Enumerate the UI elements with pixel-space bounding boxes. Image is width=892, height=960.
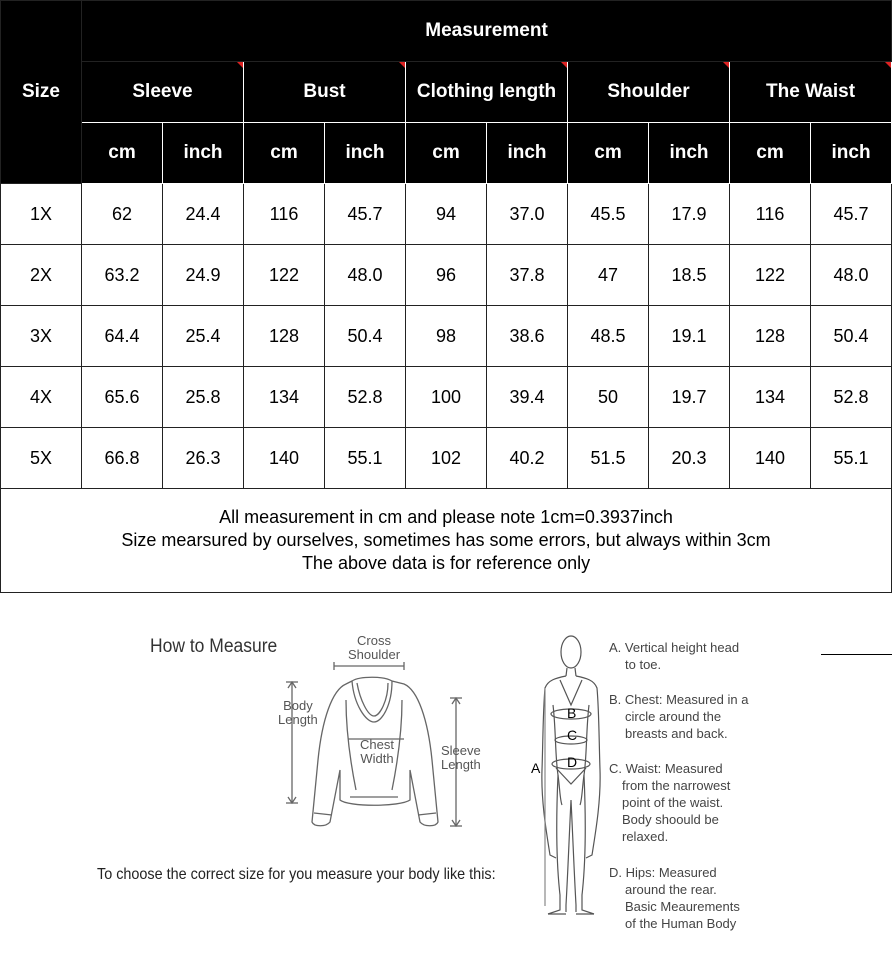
value-cell: 17.9 — [649, 184, 730, 245]
unit-header-cm: cm — [568, 123, 649, 184]
legend-item-b: B. Chest: Measured in a circle around the breasts and back. — [609, 692, 749, 741]
value-cell: 19.7 — [649, 367, 730, 428]
sleeve-length-label: Sleeve Length — [441, 743, 481, 772]
value-cell: 40.2 — [487, 428, 568, 489]
unit-header-inch: inch — [649, 123, 730, 184]
value-cell: 65.6 — [82, 367, 163, 428]
body-letter-b: B — [567, 705, 577, 721]
size-cell: 5X — [1, 428, 82, 489]
unit-header-cm: cm — [406, 123, 487, 184]
value-cell: 50 — [568, 367, 649, 428]
legend-item-d: D. Hips: Measured around the rear. Basic Meaurements of the Human Body — [609, 865, 740, 931]
unit-header-inch: inch — [811, 123, 892, 184]
unit-header-cm: cm — [82, 123, 163, 184]
value-cell: 19.1 — [649, 306, 730, 367]
unit-header-inch: inch — [163, 123, 244, 184]
value-cell: 48.0 — [811, 245, 892, 306]
how-to-measure-title: How to Measure — [150, 636, 278, 657]
measurement-header: Measurement — [82, 1, 892, 62]
value-cell: 102 — [406, 428, 487, 489]
cross-shoulder-label: Cross Shoulder — [348, 633, 401, 662]
value-cell: 134 — [730, 367, 811, 428]
chest-width-label: Chest Width — [360, 737, 394, 766]
unit-header-cm: cm — [730, 123, 811, 184]
divider-line — [821, 654, 892, 655]
value-cell: 37.0 — [487, 184, 568, 245]
group-header-clothing-length: Clothing length — [406, 62, 568, 123]
value-cell: 55.1 — [325, 428, 406, 489]
note-line: The above data is for reference only — [301, 553, 591, 573]
value-cell: 48.5 — [568, 306, 649, 367]
body-letter-a: A — [531, 760, 541, 776]
legend-item-a: A. Vertical height head to toe. — [609, 640, 740, 672]
value-cell: 52.8 — [811, 367, 892, 428]
value-cell: 25.4 — [163, 306, 244, 367]
unit-header-cm: cm — [244, 123, 325, 184]
value-cell: 63.2 — [82, 245, 163, 306]
value-cell: 45.7 — [325, 184, 406, 245]
body-letter-c: C — [567, 727, 578, 743]
value-cell: 140 — [730, 428, 811, 489]
value-cell: 140 — [244, 428, 325, 489]
value-cell: 51.5 — [568, 428, 649, 489]
unit-header-inch: inch — [487, 123, 568, 184]
value-cell: 64.4 — [82, 306, 163, 367]
value-cell: 116 — [244, 184, 325, 245]
value-cell: 24.9 — [163, 245, 244, 306]
value-cell: 37.8 — [487, 245, 568, 306]
choose-size-instruction: To choose the correct size for you measure your body like this: — [97, 866, 496, 883]
size-cell: 1X — [1, 184, 82, 245]
value-cell: 26.3 — [163, 428, 244, 489]
value-cell: 50.4 — [325, 306, 406, 367]
value-cell: 66.8 — [82, 428, 163, 489]
note-line: All measurement in cm and please note 1cm=0.3937inch — [219, 507, 673, 527]
legend-item-c: C. Waist: Measured from the narrowest point of the waist. Body shoould be relaxed. — [609, 761, 731, 844]
note-line: Size mearsured by ourselves, sometimes has some errors, but always within 3cm — [121, 530, 771, 550]
size-header: Size — [1, 1, 82, 184]
value-cell: 122 — [730, 245, 811, 306]
size-cell: 2X — [1, 245, 82, 306]
group-header-sleeve: Sleeve — [82, 62, 244, 123]
value-cell: 47 — [568, 245, 649, 306]
value-cell: 98 — [406, 306, 487, 367]
value-cell: 134 — [244, 367, 325, 428]
value-cell: 96 — [406, 245, 487, 306]
value-cell: 50.4 — [811, 306, 892, 367]
value-cell: 18.5 — [649, 245, 730, 306]
value-cell: 94 — [406, 184, 487, 245]
value-cell: 128 — [730, 306, 811, 367]
value-cell: 38.6 — [487, 306, 568, 367]
size-cell: 4X — [1, 367, 82, 428]
value-cell: 62 — [82, 184, 163, 245]
size-cell: 3X — [1, 306, 82, 367]
value-cell: 20.3 — [649, 428, 730, 489]
value-cell: 45.5 — [568, 184, 649, 245]
value-cell: 24.4 — [163, 184, 244, 245]
value-cell: 116 — [730, 184, 811, 245]
group-header-waist: The Waist — [730, 62, 892, 123]
value-cell: 122 — [244, 245, 325, 306]
unit-header-inch: inch — [325, 123, 406, 184]
group-header-bust: Bust — [244, 62, 406, 123]
value-cell: 25.8 — [163, 367, 244, 428]
group-header-shoulder: Shoulder — [568, 62, 730, 123]
value-cell: 55.1 — [811, 428, 892, 489]
value-cell: 39.4 — [487, 367, 568, 428]
value-cell: 52.8 — [325, 367, 406, 428]
value-cell: 45.7 — [811, 184, 892, 245]
body-length-label: Body Length — [278, 698, 318, 727]
body-letter-d: D — [567, 754, 578, 770]
value-cell: 48.0 — [325, 245, 406, 306]
value-cell: 100 — [406, 367, 487, 428]
value-cell: 128 — [244, 306, 325, 367]
